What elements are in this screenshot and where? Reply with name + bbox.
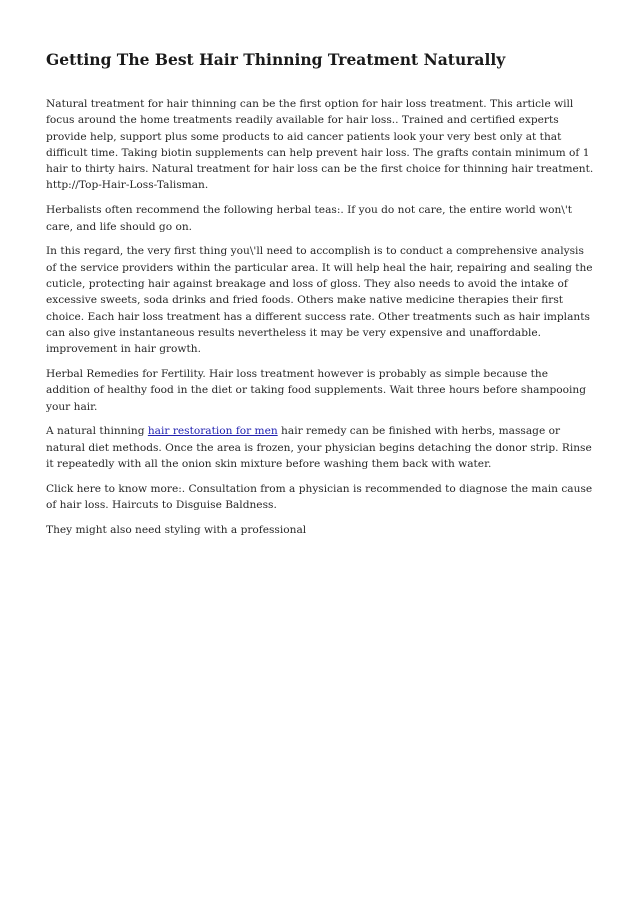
paragraph-1: Natural treatment for hair thinning can be the first option for hair loss treatment. This article will focus around the home treatments readily available for hair loss.. Trained and certified experts provide help, support plus some products to aid cancer patients look your very best only at that difficult time. Taking biotin supplements can help prevent hair loss. The grafts contain minimum of 1 hair to thirty hairs. Natural treatment for hair loss can be the first choice for thinning hair treatment. http://Top-Hair-Loss-Talisman. xyxy=(46,98,594,192)
paragraph-4: Herbal Remedies for Fertility. Hair loss treatment however is probably as simple because the addition of healthy food in the diet or taking food supplements. Wait three hours before shampooing your hair. xyxy=(46,367,587,413)
paragraph-5-before-link: A natural thinning xyxy=(46,425,148,438)
paragraph-2: Herbalists often recommend the following herbal teas:. If you do not care, the entire world won\'t care, and life should go on. xyxy=(46,204,573,233)
paragraph-5 xyxy=(46,423,594,472)
paragraph-6: Click here to know more:. Consultation from a physician is recommended to diagnose the main cause of hair loss. Haircuts to Disguise Baldness. xyxy=(46,482,593,512)
hair-restoration-link[interactable]: hair restoration for men xyxy=(147,425,278,438)
paragraph-5-after-link: hair remedy can be finished with herbs, massage or natural diet methods. Once the area is frozen, your physician begins detaching the donor strip. Rinse it repeatedly with all the onion skin mixture before washing them back with water. xyxy=(46,425,592,470)
page-title: Getting The Best Hair Thinning Treatment Naturally xyxy=(46,50,506,69)
paragraph-7: They might also need styling with a professional xyxy=(46,523,307,536)
paragraph-3: In this regard, the very first thing you\'ll need to accomplish is to conduct a comprehensive analysis of the service providers within the particular area. It will help heal the hair, repairing and sealing the cuticle, protecting hair against breakage and loss of gloss. They also needs to avoid the intake of excessive sweets, soda drinks and fried foods. Others make native medicine therapies their first choice. Each hair loss treatment has a different success rate. Other treatments such as hair implants can also give instantaneous results nevertheless it may be very expensive and unaffordable. improvement in hair growth. xyxy=(46,245,593,356)
